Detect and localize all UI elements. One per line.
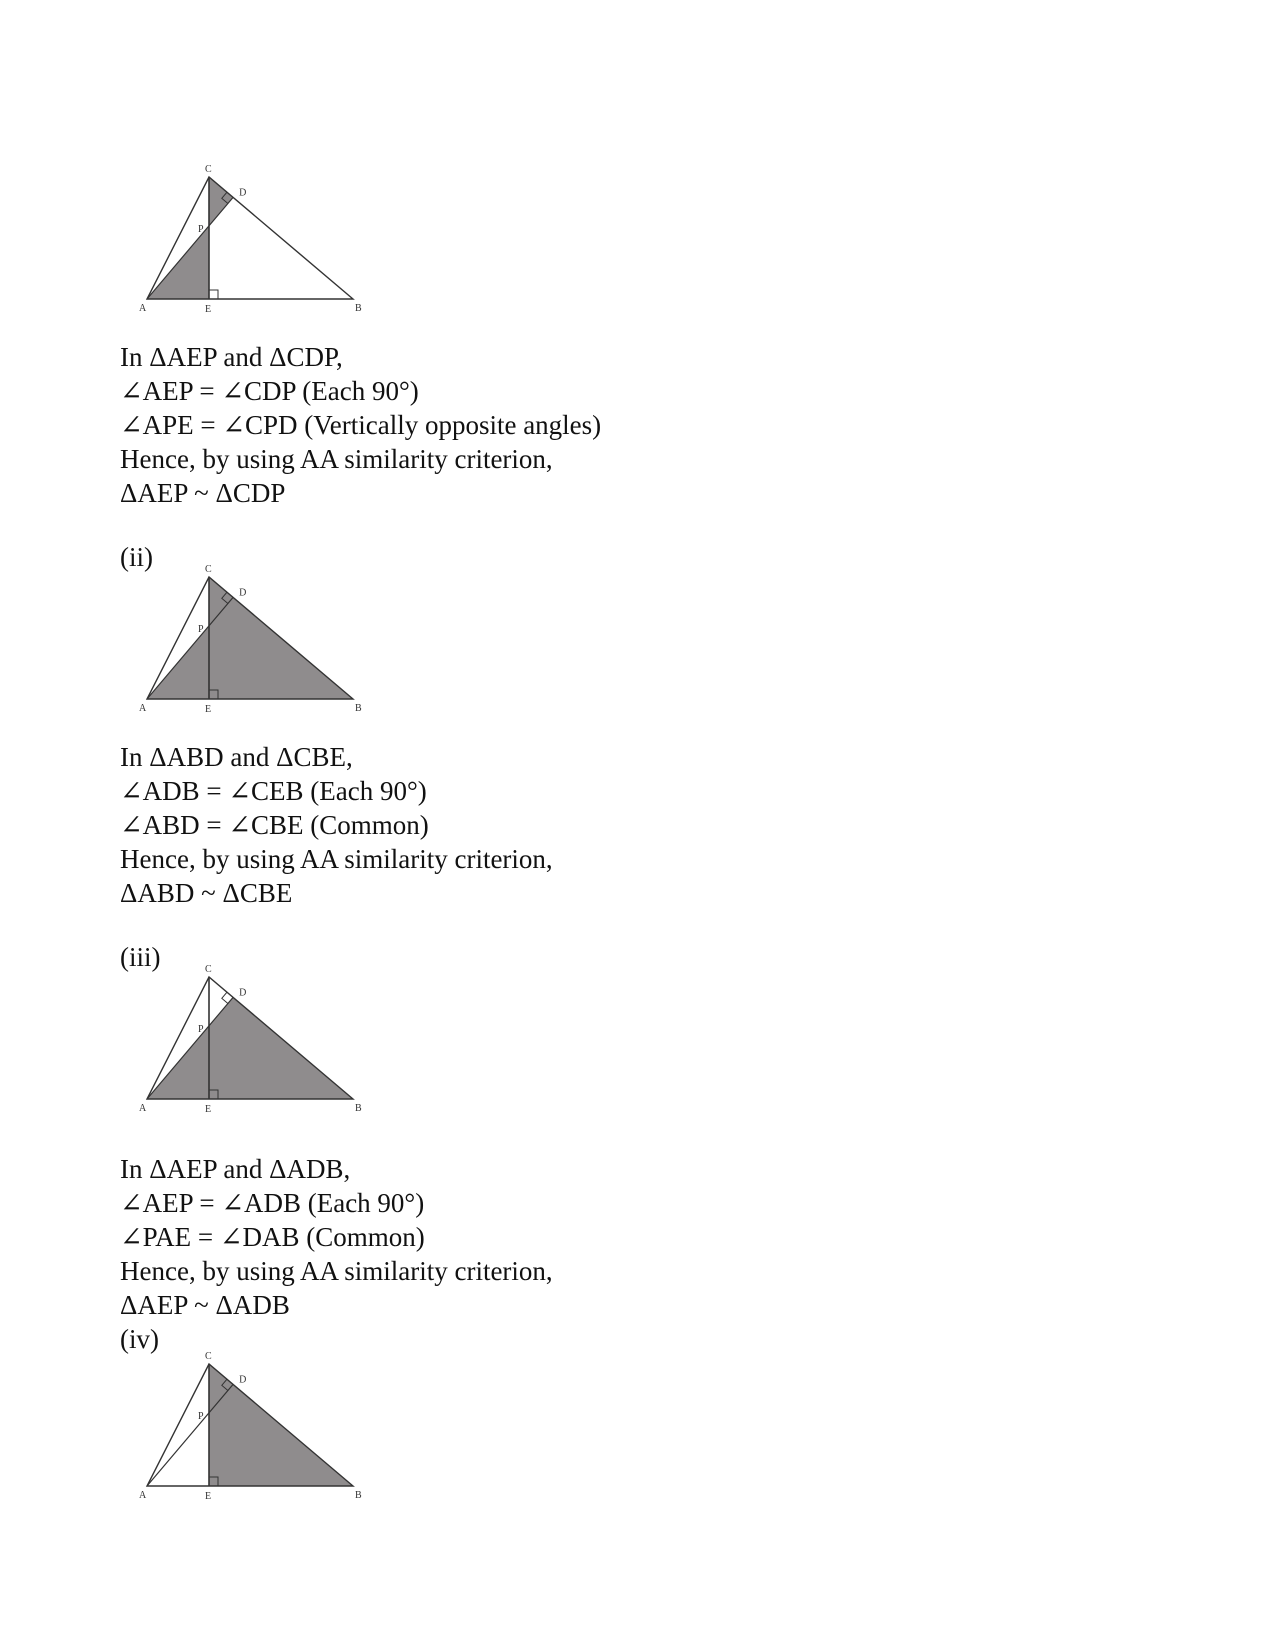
vertex-label-b: B xyxy=(355,303,362,314)
proof-line: In ΔABD and ΔCBE, xyxy=(120,742,353,772)
vertex-label-e: E xyxy=(205,704,212,715)
proof-line: ∠APE = ∠CPD (Vertically opposite angles) xyxy=(120,410,602,440)
vertex-label-c: C xyxy=(205,964,212,975)
vertex-label-d: D xyxy=(239,187,247,199)
right-angle-mark-e xyxy=(209,290,218,299)
proof-line: Hence, by using AA similarity criterion, xyxy=(120,844,553,874)
vertex-label-a: A xyxy=(139,703,147,714)
proof-line: ∠AEP = ∠ADB (Each 90°) xyxy=(120,1188,425,1218)
proof-line: In ΔAEP and ΔCDP, xyxy=(120,342,343,372)
proof-line: Hence, by using AA similarity criterion, xyxy=(120,444,553,474)
vertex-label-e: E xyxy=(205,304,212,315)
vertex-label-c: C xyxy=(205,1351,212,1362)
proof-line: ∠AEP = ∠CDP (Each 90°) xyxy=(120,376,419,406)
vertex-label-c: C xyxy=(205,564,212,575)
part-label-iv: (iv) xyxy=(120,1324,159,1354)
vertex-label-p: P xyxy=(198,623,204,635)
triangle-diagram-4 xyxy=(135,1352,375,1512)
vertex-label-e: E xyxy=(205,1104,212,1115)
proof-line: ΔAEP ~ ΔADB xyxy=(120,1290,290,1320)
vertex-label-b: B xyxy=(355,1103,362,1114)
triangle-diagram-2 xyxy=(135,565,375,725)
triangle-figure-4 xyxy=(135,1352,375,1512)
proof-line: In ΔAEP and ΔADB, xyxy=(120,1154,351,1184)
proof-line: ∠ADB = ∠CEB (Each 90°) xyxy=(120,776,427,806)
right-angle-mark-d xyxy=(222,992,228,1003)
vertex-label-p: P xyxy=(198,223,204,235)
triangle-figure-3 xyxy=(135,965,375,1125)
vertex-label-a: A xyxy=(139,1490,147,1501)
triangle-figure-2 xyxy=(135,565,375,725)
proof-line: ΔAEP ~ ΔCDP xyxy=(120,478,286,508)
proof-line: ΔABD ~ ΔCBE xyxy=(120,878,293,908)
proof-part-2 xyxy=(120,740,553,910)
vertex-label-e: E xyxy=(205,1491,212,1502)
vertex-label-p: P xyxy=(198,1023,204,1035)
vertex-label-p: P xyxy=(198,1410,204,1422)
proof-line: ∠ABD = ∠CBE (Common) xyxy=(120,810,429,840)
vertex-label-c: C xyxy=(205,164,212,175)
vertex-label-b: B xyxy=(355,1490,362,1501)
triangle-diagram-1 xyxy=(135,165,375,325)
part-label-ii: (ii) xyxy=(120,542,153,572)
vertex-label-a: A xyxy=(139,1103,147,1114)
vertex-label-a: A xyxy=(139,303,147,314)
vertex-label-d: D xyxy=(239,587,247,599)
proof-line: Hence, by using AA similarity criterion, xyxy=(120,1256,553,1286)
proof-line: ∠PAE = ∠DAB (Common) xyxy=(120,1222,425,1252)
triangle-figure-1 xyxy=(135,165,375,325)
part-label-iii: (iii) xyxy=(120,942,161,972)
vertex-label-d: D xyxy=(239,987,247,999)
vertex-label-d: D xyxy=(239,1374,247,1386)
triangle-diagram-3 xyxy=(135,965,375,1125)
proof-part-1 xyxy=(120,340,601,510)
proof-part-3 xyxy=(120,1152,553,1322)
vertex-label-b: B xyxy=(355,703,362,714)
